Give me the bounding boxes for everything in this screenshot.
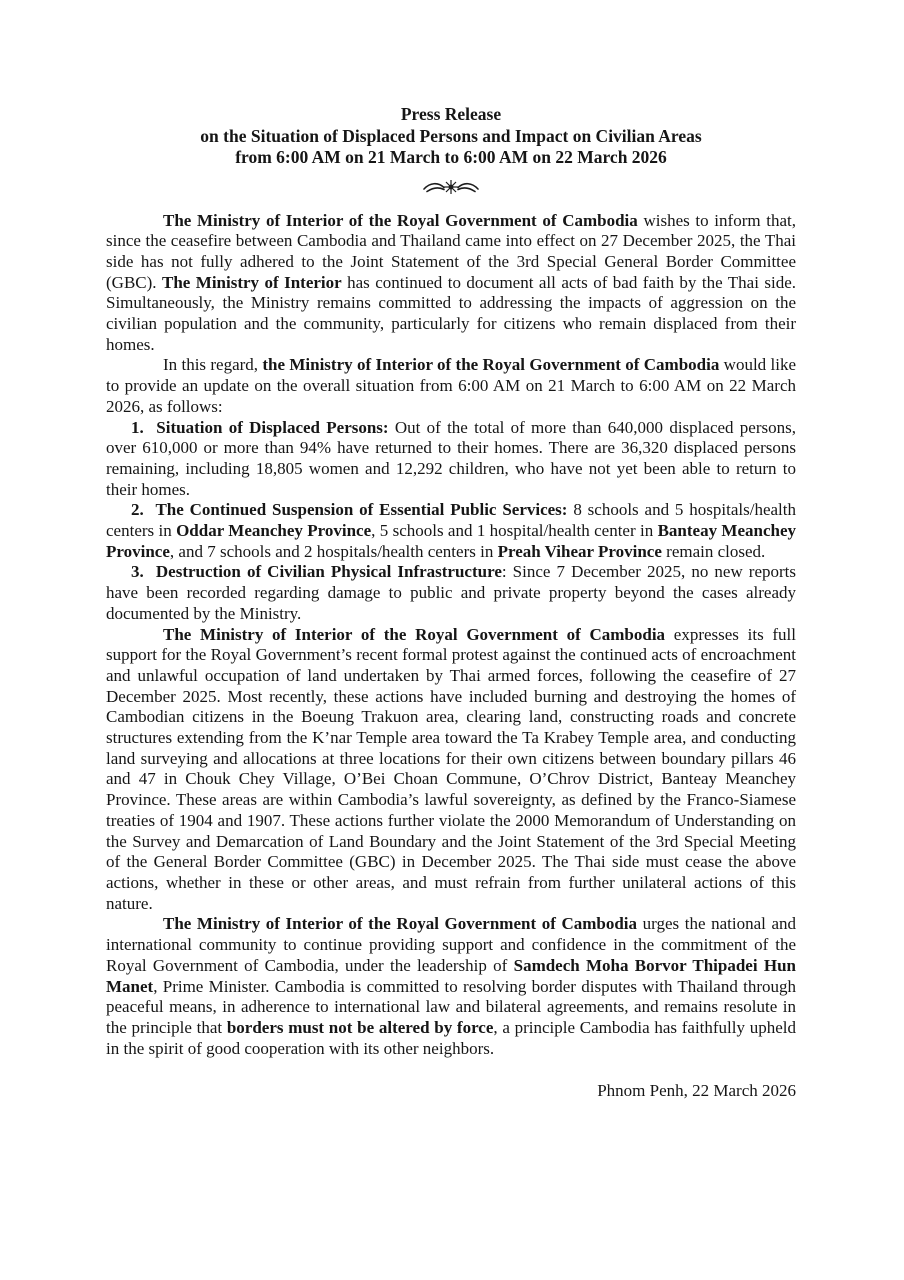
- paragraph-urges: [106, 914, 796, 1059]
- paragraph-update: [106, 355, 796, 417]
- text-run: 8 schools and 5 hospitals/health centers in: [106, 500, 796, 541]
- paragraph-intro: [106, 211, 796, 356]
- text-run: : Since 7 December 2025, no new reports have been recorded regarding damage to public and private property beyond the cases already documented by the Ministry.: [106, 562, 796, 623]
- text-run: The Ministry of Interior of the Royal Government of Cambodia: [163, 624, 666, 644]
- title-line-3: from 6:00 AM on 21 March to 6:00 AM on 22 March 2026: [235, 147, 667, 167]
- dateline: Phnom Penh, 22 March 2026: [597, 1081, 796, 1101]
- paragraph-protest: [106, 625, 796, 915]
- text-run: , 5 schools and 1 hospital/health center in: [371, 521, 658, 541]
- text-run: The Ministry of Interior of the Royal Government of Cambodia: [163, 914, 638, 934]
- text-run: has continued to document all acts of bad faith by the Thai side. Simultaneously, the Ministry remains committed to addressing the impacts of aggression on the civilian population and the community, particularly for citizens who remain displaced from their homes.: [106, 272, 796, 354]
- text-run: 2. The Continued Suspension of Essential Public Services:: [131, 500, 568, 520]
- text-run: would like to provide an update on the overall situation from 6:00 AM on 21 March to 6:00 AM on 22 March 2026, as follows:: [106, 355, 796, 416]
- text-run: wishes to inform that, since the ceasefire between Cambodia and Thailand came into effect on 27 December 2025, the Thai side has not fully adhered to the Joint Statement of the 3rd Special General Border Committee (GBC).: [106, 210, 796, 292]
- text-run: expresses its full support for the Royal Government’s recent formal protest against the continued acts of encroachment and unlawful occupation of land undertaken by Thai armed forces, following the ceasefire of 27 December 2025. Most recently, these actions have included burning and destroying the homes of Cambodian citizens in the Boeung Trakuon area, clearing land, constructing roads and concrete structures extending from the K’nar Temple area toward the Ta Krabey Temple area, and conducting land surveying and allocations at three locations for their own citizens between boundary pillars 46 and 47 in Chouk Chey Village, O’Bei Choan Commune, O’Chrov District, Banteay Meanchey Province. These areas are within Cambodia’s lawful sovereignty, as defined by the Franco-Siamese treaties of 1904 and 1907. These actions further violate the 2000 Memorandum of Understanding on the Survey and Demarcation of Land Boundary and the Joint Statement of the 3rd Special Meeting of the General Border Committee (GBC) in December 2025. The Thai side must cease the above actions, whether in these or other areas, and must refrain from further unilateral actions of this nature.: [106, 624, 796, 913]
- title-line-1: Press Release: [400, 104, 502, 124]
- text-run: Out of the total of more than 640,000 displaced persons, over 610,000 or more than 94% have returned to their homes. There are 36,320 displaced persons remaining, including 18,805 women and 12,292 children, who have not yet been able to return to their homes.: [106, 417, 796, 499]
- text-run: the Ministry of Interior of the Royal Government of Cambodia: [262, 355, 720, 375]
- item-2-public-services: [106, 500, 796, 562]
- text-run: The Ministry of Interior: [161, 272, 342, 292]
- text-run: Preah Vihear Province: [497, 541, 662, 561]
- text-run: 3. Destruction of Civilian Physical Infrastructure: [131, 562, 502, 582]
- text-run: Oddar Meanchey Province: [176, 521, 372, 541]
- ornament-divider: [106, 178, 796, 198]
- document-title: [106, 104, 796, 169]
- floral-flourish-icon: [422, 178, 480, 196]
- text-run: Samdech Moha Borvor Thipadei Hun Manet: [106, 955, 796, 996]
- document-body: [106, 211, 796, 1103]
- text-run: 1. Situation of Displaced Persons:: [131, 417, 389, 437]
- text-run: , Prime Minister. Cambodia is committed to resolving border disputes with Thailand through peaceful means, in adherence to international law and bilateral agreements, and remains resolute in the principle that: [106, 976, 796, 1037]
- text-run: borders must not be altered by force: [226, 1017, 494, 1037]
- title-line-2: on the Situation of Displaced Persons and Impact on Civilian Areas: [200, 125, 702, 146]
- item-3-infrastructure: [106, 562, 796, 624]
- text-run: remain closed.: [661, 541, 766, 561]
- text-run: Banteay Meanchey Province: [106, 521, 797, 561]
- text-run: urges the national and international community to continue providing support and confidence in the commitment of the Royal Government of Cambodia, under the leadership of: [106, 914, 796, 975]
- text-run: , and 7 schools and 2 hospitals/health centers in: [169, 541, 498, 561]
- text-run: The Ministry of Interior of the Royal Government of Cambodia: [163, 210, 638, 230]
- text-run: , a principle Cambodia has faithfully upheld in the spirit of good cooperation with its other neighbors.: [106, 1017, 796, 1058]
- text-run: In this regard,: [163, 355, 263, 375]
- item-1-displaced-persons: [106, 418, 796, 501]
